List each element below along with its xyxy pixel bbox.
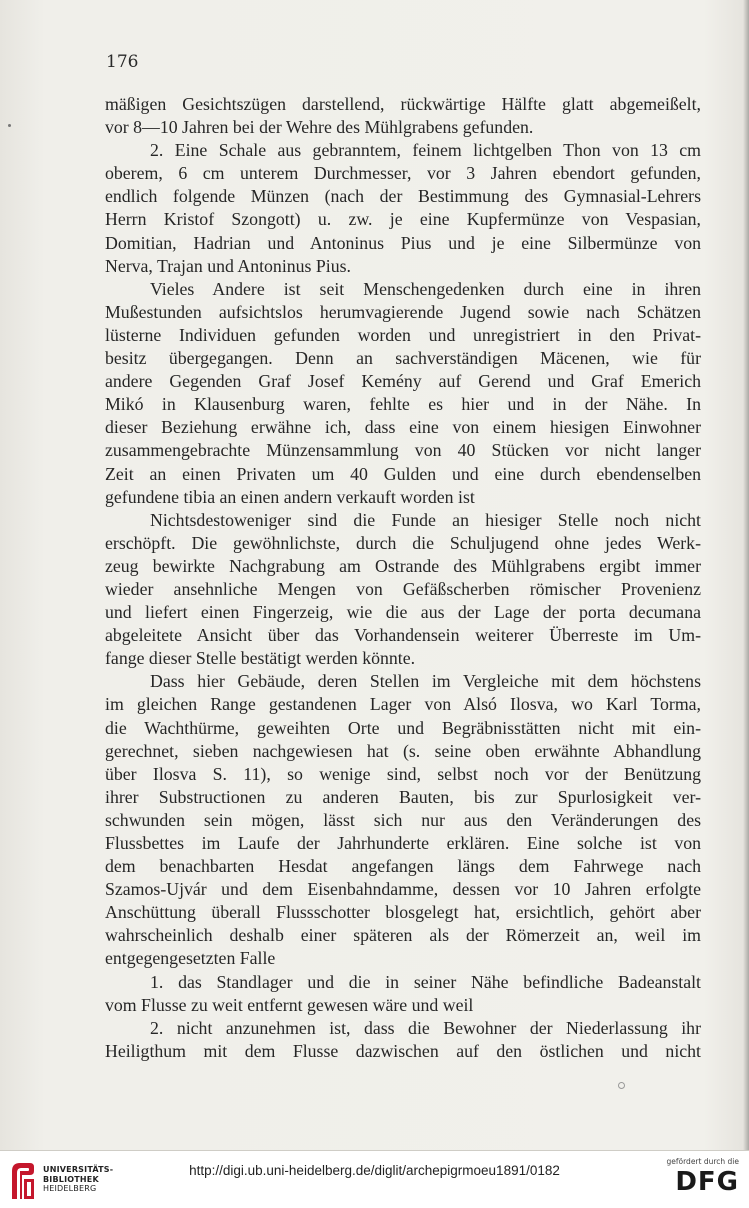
dfg-logo: DFG: [675, 1167, 739, 1197]
text-line: Mußestunden aufsichtslos herumvagierende Jugend sowie nach Schätzen: [105, 301, 701, 322]
text-line: erschöpft. Die gewöhnlichste, durch die Schuljugend ohne jedes Werk-: [105, 532, 701, 553]
viewer-footer: [0, 1151, 749, 1208]
text-line: Zeit an einen Privaten um 40 Gulden und eine durch ebendenselben: [105, 463, 701, 484]
text-line: wieder ansehnliche Mengen von Gefäßscherben römischer Provenienz: [105, 578, 701, 599]
text-line: gerechnet, sieben nachgewiesen hat (s. seine oben erwähnte Abhandlung: [105, 740, 701, 761]
text-line: die Wachthürme, geweihten Orte und Begräbnisstätten nicht mit ein-: [105, 717, 701, 738]
text-line: zeug bewirkte Nachgrabung am Ostrande des Mühlgrabens ergibt immer: [105, 555, 701, 576]
text-line: Flussbettes im Laufe der Jahrhunderte erklären. Eine solche ist von: [105, 833, 701, 853]
text-line: oberem, 6 cm unterem Durchmesser, vor 3 Jahren ebendort gefunden,: [105, 163, 701, 184]
margin-speck: [8, 124, 11, 127]
text-line: abgeleitete Ansicht über das Vorhandensein weiterer Überreste im Um-: [105, 625, 701, 646]
text-line: wahrscheinlich deshalb einer späteren als der Römerzeit an, weil im: [105, 925, 701, 946]
page-edge-shadow: [743, 0, 749, 1150]
text-line: dem benachbarten Hesdat angefangen längs dem Fahrwege nach: [105, 856, 701, 877]
text-line: Nerva, Trajan und Antoninus Pius.: [105, 255, 351, 276]
text-line: gefundene tibia an einen andern verkauft worden ist: [105, 486, 475, 507]
text-line: endlich folgende Münzen (nach der Bestimmung des Gymnasial-Lehrers: [105, 186, 701, 207]
text-line: Domitian, Hadrian und Antoninus Pius und je eine Silbermünze von: [105, 232, 701, 253]
text-line: schwunden sein mögen, lässt sich nur aus den Veränderungen des: [105, 809, 701, 830]
text-line: Nichtsdestoweniger sind die Funde an hiesiger Stelle noch nicht: [150, 509, 701, 530]
text-line: Szamos-Ujvár und dem Eisenbahndamme, dessen vor 10 Jahren erfolgte: [105, 879, 701, 900]
body-text: [105, 93, 701, 1063]
stray-ink-mark: [618, 1082, 625, 1089]
text-line: fange dieser Stelle bestätigt werden könnte.: [105, 648, 416, 669]
library-name-line: BIBLIOTHEK: [43, 1174, 99, 1184]
text-line: Herrn Kristof Szongott) u. zw. je eine Kupfermünze von Vespasian,: [105, 209, 701, 230]
text-line: zusammengebrachte Münzensammlung von 40 Stücken vor nicht langer: [105, 440, 701, 461]
text-line: Anschüttung überall Flussschotter blosgelegt hat, ersichtlich, gehört aber: [105, 902, 701, 923]
text-line: entgegengesetzten Falle: [105, 948, 276, 969]
text-line: im gleichen Range gestandenen Lager von Alsó Ilosva, wo Karl Torma,: [105, 694, 701, 715]
text-line: Dass hier Gebäude, deren Stellen im Vergleiche mit dem höchstens: [150, 671, 701, 692]
text-line: ihrer Substructionen zu anderen Bauten, bis zur Spurlosigkeit ver-: [105, 786, 701, 807]
text-line: 2. nicht anzunehmen ist, dass die Bewohner der Niederlassung ihr: [150, 1017, 701, 1038]
text-line: lüsterne Individuen gefunden worden und unregistriert in den Privat-: [105, 324, 701, 345]
text-line: dieser Beziehung erwähne ich, dass eine von einem hiesigen Einwohner: [105, 417, 701, 438]
text-line: Vieles Andere ist seit Menschengedenken durch eine in ihren: [150, 278, 701, 299]
text-line: 1. das Standlager und die in seiner Nähe befindliche Badeanstalt: [150, 971, 701, 992]
text-line: Heiligthum mit dem Flusse dazwischen auf den östlichen und nicht: [105, 1040, 701, 1061]
funding-label: gefördert durch die: [666, 1157, 739, 1166]
text-line: und liefert einen Fingerzeig, wie die aus der Lage der porta decumana: [105, 602, 701, 623]
text-line: vor 8—10 Jahren bei der Wehre des Mühlgrabens gefunden.: [105, 117, 534, 138]
page-number: 176: [106, 52, 139, 72]
text-line: Mikó in Klausenburg waren, fehlte es hier und in der Nähe. In: [105, 394, 701, 415]
text-line: andere Gegenden Graf Josef Kemény auf Gerend und Graf Emerich: [105, 371, 701, 392]
text-line: über Ilosva S. 11), so wenige sind, selbst noch vor der Benützung: [105, 763, 701, 784]
library-name-line: HEIDELBERG: [43, 1184, 97, 1193]
text-line: 2. Eine Schale aus gebranntem, feinem lichtgelben Thon von 13 cm: [150, 140, 701, 161]
text-line: mäßigen Gesichtszügen darstellend, rückwärtige Hälfte glatt abgemeißelt,: [105, 94, 701, 114]
text-line: vom Flusse zu weit entfernt gewesen wäre und weil: [105, 994, 474, 1015]
permalink-url[interactable]: http://digi.ub.uni-heidelberg.de/diglit/archepigrmoeu1891/0182: [189, 1163, 560, 1178]
funding-credit: [659, 1157, 739, 1196]
text-line: besitz übergegangen. Denn an sachverständigen Mäcenen, wie für: [105, 348, 701, 369]
library-name-line: UNIVERSITÄTS-: [43, 1165, 114, 1174]
